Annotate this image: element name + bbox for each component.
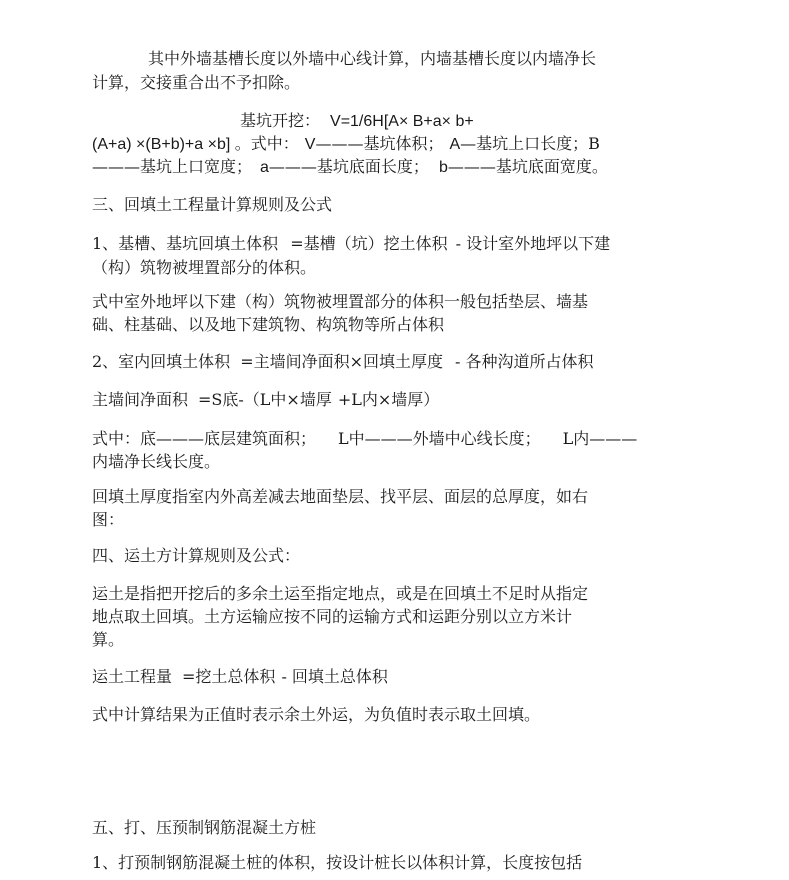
paragraph-line	[92, 666, 388, 688]
formula-explain: ———基坑底面长度；	[268, 157, 429, 176]
formula-text: (A+a) ×(B+b)+a ×b] 。	[92, 136, 251, 153]
formula-symbol: V	[304, 136, 316, 153]
text-run: =主墙间净面积×回填土厚度	[240, 352, 444, 371]
text-run: 2、室内回填土体积	[92, 352, 231, 371]
formula-line	[92, 133, 600, 155]
formula-label: 基坑开挖：	[240, 111, 321, 130]
formula-text: V=1/6H[A× B+a× b+	[330, 113, 474, 130]
paragraph-line: 算。	[92, 630, 125, 649]
text-run: 式中：底———底层建筑面积；	[92, 429, 317, 448]
text-run: L中———外墙中心线长度；	[338, 429, 541, 448]
text-run: - 设计室外地坪以下建	[455, 234, 611, 253]
formula-explain: —基坑上口长度；B	[460, 134, 600, 153]
paragraph-line: 础、柱基础、以及地下建筑物、构筑物等所占体积	[92, 315, 445, 334]
paragraph-line	[92, 233, 610, 255]
section-heading: 三、回填土工程量计算规则及公式	[92, 195, 333, 214]
text-run: - 各种沟道所占体积	[455, 352, 594, 371]
paragraph-line: 式中计算结果为正值时表示余土外运，为负值时表示取土回填。	[92, 705, 541, 724]
formula-explain: ———基坑底面宽度。	[447, 157, 608, 176]
text-run: =基槽（坑）挖土体积	[290, 234, 448, 253]
text-run: L内———	[562, 429, 638, 448]
text-run: 主墙间净面积	[92, 390, 189, 409]
paragraph-line	[92, 428, 637, 450]
formula-symbol: a	[260, 159, 269, 176]
paragraph-line: 式中室外地坪以下建（构）筑物被埋置部分的体积一般包括垫层、墙基	[92, 292, 589, 311]
text-run: =S底-（L中×墙厚	[198, 390, 332, 409]
paragraph-line: 地点取土回填。土方运输应按不同的运输方式和运距分别以立方米计	[92, 607, 573, 626]
section-heading: 四、运土方计算规则及公式：	[92, 546, 301, 565]
paragraph-line: 内墙净长线长度。	[92, 452, 221, 471]
text-run: +L内×墙厚）	[337, 390, 440, 409]
formula-symbol: b	[438, 159, 448, 176]
formula-symbol: A	[449, 136, 461, 153]
paragraph-line: 回填土厚度指室内外高差减去地面垫层、找平层、面层的总厚度，如右	[92, 487, 589, 506]
text-run: 1、基槽、基坑回填土体积	[92, 234, 279, 253]
formula-explain: 式中：	[250, 134, 299, 153]
text-run: - 回填土总体积	[281, 667, 388, 686]
paragraph-line: 1、打预制钢筋混凝土桩的体积，按设计桩长以体积计算，长度按包括	[92, 853, 583, 872]
formula-explain: ———基坑体积；	[315, 134, 444, 153]
paragraph-line	[92, 389, 439, 411]
section-heading: 五、打、压预制钢筋混凝土方桩	[92, 818, 317, 837]
text-run: =挖土总体积	[182, 667, 276, 686]
formula-line	[240, 110, 474, 132]
formula-line	[92, 156, 608, 178]
text-run: 运土工程量	[92, 667, 173, 686]
paragraph-line: 运土是指把开挖后的多余土运至指定地点，或是在回填土不足时从指定	[92, 584, 589, 603]
paragraph-line: 图：	[92, 510, 125, 529]
paragraph-line	[92, 351, 594, 373]
formula-explain: ———基坑上口宽度；	[92, 157, 253, 176]
paragraph-line: 计算，交接重合出不予扣除。	[92, 73, 301, 92]
paragraph-line: 其中外墙基槽长度以外墙中心线计算，内墙基槽长度以内墙净长	[148, 49, 597, 68]
paragraph-line: （构）筑物被埋置部分的体积。	[92, 258, 317, 277]
